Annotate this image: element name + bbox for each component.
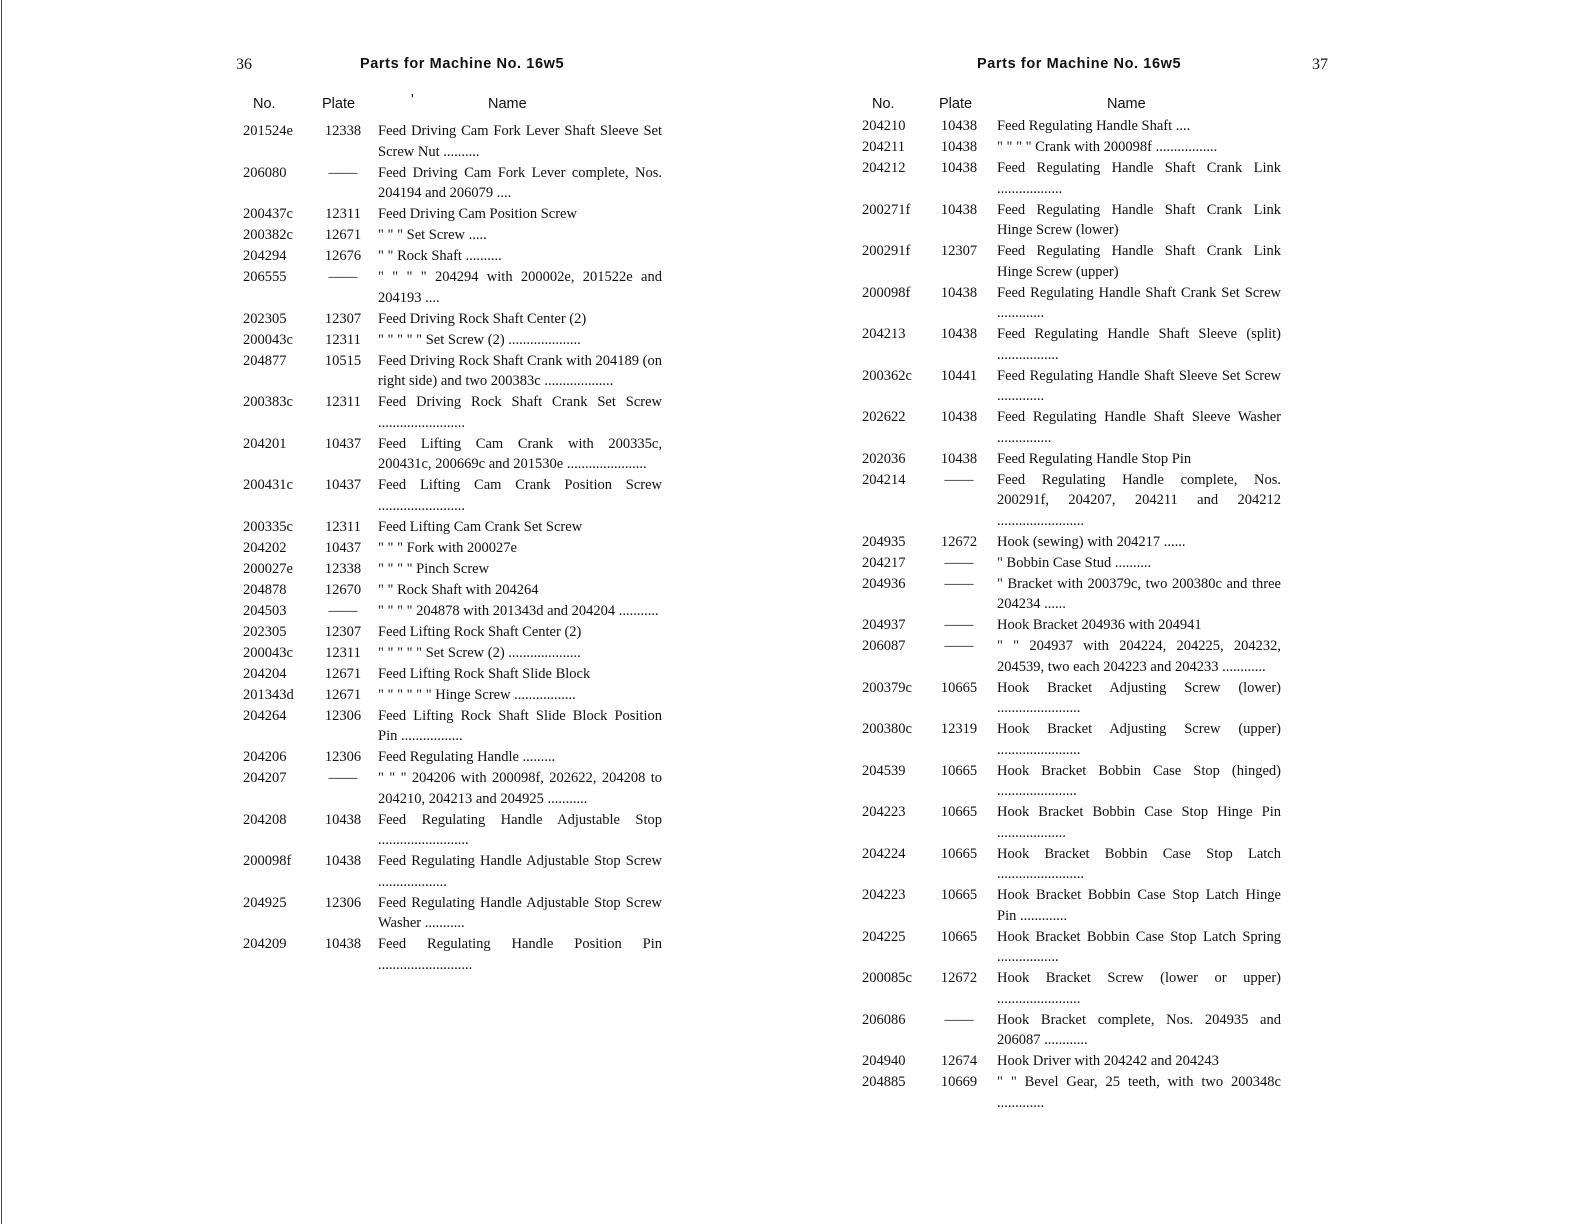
part-number: 200043c (243, 644, 293, 661)
part-number: 204937 (862, 617, 906, 633)
part-number: 204935 (862, 533, 906, 550)
part-name: Feed Regulating Handle complete, Nos. 200291f, 204207, 204211 and 204212 ........................ (997, 471, 1281, 529)
part-row (800, 719, 1281, 760)
parts-list (800, 116, 1281, 1114)
part-name: " " 204937 with 204224, 204225, 204232, 204539, two each 204223 and 204233 ............ (997, 638, 1281, 675)
part-row (800, 1010, 1281, 1051)
part-row (800, 615, 1281, 636)
plate-number: 12307 (324, 623, 362, 640)
part-row (800, 158, 1281, 199)
part-number: 200380c (862, 721, 912, 737)
page-title: Parts for Machine No. 16w5 (977, 56, 1182, 72)
part-name: Feed Regulating Handle Shaft Crank Set Screw ............. (997, 284, 1281, 321)
part-number: 204225 (862, 928, 906, 945)
plate-number: 10665 (940, 679, 978, 696)
plate-number: 12306 (324, 749, 362, 765)
part-row (0, 706, 662, 747)
plate-number: 12338 (324, 123, 362, 139)
plate-number: —— (328, 269, 358, 285)
part-name: Hook Bracket Screw (lower or upper) ....................... (997, 970, 1281, 1007)
part-name: Hook Bracket Bobbin Case Stop Latch Spring ................. (997, 928, 1281, 965)
part-number: 204936 (862, 575, 906, 592)
part-row (800, 241, 1281, 282)
plate-number: —— (328, 164, 358, 181)
part-number: 200335c (243, 518, 293, 535)
plate-number: 10438 (324, 936, 362, 952)
part-number: 200271f (862, 201, 911, 218)
plate-number: 10438 (940, 118, 978, 134)
part-name: Hook Bracket Bobbin Case Stop Hinge Pin ................... (997, 804, 1281, 841)
part-number: 204940 (862, 1053, 906, 1069)
part-name: " " " " Pinch Screw (378, 560, 490, 577)
header-name: Name (1107, 96, 1146, 112)
part-row (800, 761, 1281, 802)
plate-number: 10438 (940, 139, 978, 155)
part-number: 204503 (243, 602, 287, 619)
plate-number: 12674 (940, 1053, 978, 1069)
plate-number: 10438 (940, 201, 978, 218)
part-number: 204209 (243, 936, 287, 952)
plate-number: —— (944, 638, 974, 654)
plate-number: 12311 (325, 331, 361, 348)
part-name: " " " Fork with 200027e (378, 539, 517, 556)
part-number: 204223 (862, 804, 906, 820)
part-number: 200027e (243, 560, 293, 577)
part-row (800, 678, 1281, 719)
plate-number: —— (944, 1011, 974, 1028)
part-number: 204202 (243, 539, 287, 556)
part-name: Feed Regulating Handle Shaft Crank Link Hinge Screw (upper) (997, 243, 1281, 280)
plate-number: 12676 (324, 248, 362, 264)
part-name: " " " " " " Hinge Screw ................. (378, 686, 576, 703)
part-number: 204217 (862, 554, 906, 571)
part-name: Feed Lifting Rock Shaft Center (2) (378, 623, 582, 640)
plate-number: 10438 (324, 811, 362, 828)
part-name: Feed Lifting Cam Crank Set Screw (378, 518, 583, 535)
part-name: " " Bevel Gear, 25 teeth, with two 200348c ............. (997, 1074, 1281, 1111)
part-number: 204206 (243, 749, 287, 765)
part-name: Feed Lifting Rock Shaft Slide Block Position Pin ................. (378, 707, 662, 744)
part-name: Feed Driving Cam Fork Lever complete, Nos. 204194 and 206079 .... (378, 164, 662, 201)
part-row (0, 309, 662, 330)
part-row (800, 137, 1281, 158)
part-name: " " " " 204878 with 201343d and 204204 ........... (378, 602, 659, 619)
part-name: Feed Regulating Handle Adjustable Stop ......................... (378, 811, 662, 848)
part-number: 204207 (243, 770, 287, 786)
header-mark: ' (411, 92, 414, 108)
part-name: Hook Bracket Bobbin Case Stop Latch Hinge Pin ............. (997, 887, 1281, 924)
plate-number: 10438 (940, 160, 978, 176)
part-number: 204211 (862, 139, 905, 155)
plate-number: 12306 (324, 707, 362, 724)
part-name: " " Rock Shaft .......... (378, 248, 502, 264)
plate-number: —— (944, 471, 974, 488)
plate-number: 12307 (940, 243, 978, 259)
part-number: 206086 (862, 1011, 906, 1028)
part-number: 204885 (862, 1074, 906, 1090)
part-name: Feed Driving Rock Shaft Crank Set Screw ........................ (378, 394, 662, 431)
plate-number: 12672 (940, 533, 978, 550)
part-number: 201343d (243, 686, 294, 703)
part-number: 204925 (243, 894, 287, 911)
part-row (800, 927, 1281, 968)
part-row (800, 553, 1281, 574)
plate-number: 10438 (940, 409, 978, 425)
plate-number: 12671 (324, 227, 362, 243)
header-no: No. (872, 96, 895, 112)
part-row (0, 267, 662, 308)
plate-number: 10438 (940, 284, 978, 301)
part-number: 200362c (862, 367, 912, 384)
part-name: Feed Lifting Cam Crank Position Screw ........................ (378, 477, 662, 514)
part-number: 200085c (862, 970, 912, 986)
part-name: " " Rock Shaft with 204264 (378, 581, 539, 598)
plate-number: 10438 (940, 450, 978, 467)
header-plate: Plate (322, 96, 356, 112)
part-number: 204294 (243, 248, 287, 264)
part-name: Hook Bracket complete, Nos. 204935 and 206087 ............ (997, 1011, 1281, 1048)
part-number: 200382c (243, 227, 293, 243)
part-row (800, 324, 1281, 365)
part-number: 200437c (243, 206, 293, 222)
plate-number: 10437 (324, 435, 362, 452)
part-row (0, 517, 662, 538)
plate-number: 12671 (324, 686, 362, 703)
part-name: " " " 204206 with 200098f, 202622, 204208 to 204210, 204213 and 204925 ........... (378, 770, 662, 807)
part-name: Feed Regulating Handle Shaft Crank Link Hinge Screw (lower) (997, 201, 1281, 238)
plate-number: 12319 (940, 721, 978, 737)
plate-number: 12307 (324, 310, 362, 327)
part-name: Feed Driving Cam Fork Lever Shaft Sleeve Set Screw Nut .......... (378, 123, 662, 160)
part-number: 204214 (862, 471, 906, 488)
part-name: Hook Bracket Adjusting Screw (upper) ....................... (997, 721, 1281, 758)
part-row (0, 622, 662, 643)
part-number: 204201 (243, 435, 287, 452)
part-name: Hook Bracket Adjusting Screw (lower) ....................... (997, 679, 1281, 716)
part-number: 204878 (243, 581, 287, 598)
part-number: 202622 (862, 409, 906, 425)
part-row (800, 470, 1281, 532)
part-number: 206080 (243, 164, 287, 181)
part-row (800, 200, 1281, 241)
plate-number: 12311 (325, 518, 361, 535)
part-row (800, 885, 1281, 926)
part-row (800, 407, 1281, 448)
part-name: Feed Regulating Handle Shaft Crank Link .................. (997, 160, 1281, 197)
part-number: 200098f (862, 284, 911, 301)
header-name: Name (488, 96, 527, 112)
part-name: Hook (sewing) with 204217 ...... (997, 533, 1186, 550)
part-name: Feed Regulating Handle ......... (378, 749, 556, 765)
part-row (0, 643, 662, 664)
part-name: " Bobbin Case Stud .......... (997, 554, 1152, 571)
plate-number: —— (944, 575, 974, 592)
part-row (0, 559, 662, 580)
plate-number: 10515 (324, 352, 362, 369)
part-name: Feed Regulating Handle Shaft Sleeve Washer ............... (997, 409, 1281, 446)
header-plate: Plate (939, 96, 973, 112)
part-name: " Bracket with 200379c, two 200380c and three 204234 ...... (997, 575, 1281, 612)
part-number: 200291f (862, 243, 911, 259)
part-row (0, 204, 662, 225)
part-name: " " " " 204294 with 200002e, 201522e and 204193 .... (378, 269, 662, 306)
header-no: No. (253, 96, 276, 112)
part-name: Feed Regulating Handle Position Pin .......................... (378, 936, 662, 973)
part-number: 200098f (243, 853, 292, 869)
plate-number: 12311 (325, 206, 361, 222)
plate-number: 10665 (940, 887, 978, 903)
part-name: Feed Driving Cam Position Screw (378, 206, 577, 222)
page-title: Parts for Machine No. 16w5 (360, 56, 565, 72)
plate-number: 12672 (940, 970, 978, 986)
part-row (0, 601, 662, 622)
page-number: 36 (236, 56, 252, 73)
part-name: " " " " " Set Screw (2) .................... (378, 331, 581, 348)
plate-number: 10665 (940, 845, 978, 862)
part-row (0, 121, 662, 162)
part-row (0, 580, 662, 601)
part-number: 206555 (243, 269, 287, 285)
part-name: " " " " Crank with 200098f ................. (997, 139, 1218, 155)
part-row (0, 747, 662, 768)
plate-number: 10669 (940, 1074, 978, 1090)
part-name: Hook Bracket Bobbin Case Stop (hinged) ...................... (997, 762, 1281, 799)
part-row (800, 366, 1281, 407)
part-row (0, 685, 662, 706)
plate-number: 10665 (940, 762, 978, 779)
part-name: Hook Bracket Bobbin Case Stop Latch ........................ (997, 845, 1281, 882)
plate-number: 10665 (940, 928, 978, 945)
part-row (0, 664, 662, 685)
part-row (0, 392, 662, 433)
part-row (0, 934, 662, 975)
part-row (800, 1051, 1281, 1072)
part-number: 204210 (862, 118, 906, 134)
right-page (800, 0, 1584, 1224)
part-number: 202305 (243, 623, 287, 640)
plate-number: 10441 (940, 367, 978, 384)
part-row (0, 768, 662, 809)
part-name: Feed Regulating Handle Adjustable Stop Screw ................... (378, 853, 662, 890)
part-number: 202305 (243, 310, 287, 327)
part-name: Hook Bracket 204936 with 204941 (997, 617, 1202, 633)
page-number: 37 (1312, 56, 1328, 73)
part-name: Feed Regulating Handle Shaft .... (997, 118, 1191, 134)
plate-number: 10437 (324, 539, 362, 556)
part-number: 200431c (243, 477, 293, 493)
part-row (800, 283, 1281, 324)
part-row (0, 351, 662, 392)
plate-number: 12306 (324, 894, 362, 911)
part-number: 204223 (862, 887, 906, 903)
part-row (800, 968, 1281, 1009)
part-row (0, 330, 662, 351)
plate-number: —— (328, 602, 358, 619)
part-number: 202036 (862, 450, 906, 467)
parts-list (0, 121, 662, 976)
part-name: Feed Regulating Handle Shaft Sleeve Set Screw ............. (997, 367, 1281, 404)
part-name: Feed Lifting Rock Shaft Slide Block (378, 665, 591, 682)
part-row (0, 810, 662, 851)
plate-number: 12670 (324, 581, 362, 598)
plate-number: —— (944, 554, 974, 571)
part-number: 204208 (243, 811, 287, 828)
left-page (0, 0, 780, 1224)
part-row (0, 893, 662, 934)
part-number: 204877 (243, 352, 287, 369)
part-name: " " " Set Screw ..... (378, 227, 487, 243)
part-row (0, 538, 662, 559)
part-row (0, 225, 662, 246)
part-number: 200383c (243, 394, 293, 410)
part-row (800, 116, 1281, 137)
part-name: Feed Driving Rock Shaft Crank with 204189 (on right side) and two 200383c ................... (378, 352, 662, 389)
plate-number: 12311 (325, 394, 361, 410)
part-number: 204224 (862, 845, 906, 862)
part-number: 204204 (243, 665, 287, 682)
plate-number: 10438 (324, 853, 362, 869)
part-row (0, 163, 662, 204)
part-name: Feed Driving Rock Shaft Center (2) (378, 310, 587, 327)
part-number: 201524e (243, 123, 293, 139)
part-row (0, 475, 662, 516)
plate-number: —— (328, 770, 358, 786)
part-row (800, 449, 1281, 470)
plate-number: 10438 (940, 326, 978, 342)
part-row (0, 434, 662, 475)
part-number: 200043c (243, 331, 293, 348)
part-row (800, 1072, 1281, 1113)
plate-number: 10437 (324, 477, 362, 493)
part-row (800, 802, 1281, 843)
part-number: 204213 (862, 326, 906, 342)
part-name: Feed Regulating Handle Stop Pin (997, 450, 1192, 467)
part-row (0, 246, 662, 267)
part-number: 200379c (862, 679, 912, 696)
part-name: Feed Lifting Cam Crank with 200335c, 200431c, 200669c and 201530e ...................... (378, 435, 662, 472)
plate-number: 10665 (940, 804, 978, 820)
part-name: Hook Driver with 204242 and 204243 (997, 1053, 1219, 1069)
plate-number: 12338 (324, 560, 362, 577)
part-number: 206087 (862, 638, 906, 654)
part-row (0, 851, 662, 892)
part-name: Feed Regulating Handle Adjustable Stop Screw Washer ........... (378, 894, 662, 931)
plate-number: 12311 (325, 644, 361, 661)
plate-number: —— (944, 617, 974, 633)
part-number: 204264 (243, 707, 287, 724)
plate-number: 12671 (324, 665, 362, 682)
part-row (800, 574, 1281, 615)
part-row (800, 636, 1281, 677)
part-name: " " " " " Set Screw (2) .................... (378, 644, 581, 661)
part-number: 204539 (862, 762, 906, 779)
part-row (800, 844, 1281, 885)
part-name: Feed Regulating Handle Shaft Sleeve (split) ................. (997, 326, 1281, 363)
part-number: 204212 (862, 160, 906, 176)
part-row (800, 532, 1281, 553)
